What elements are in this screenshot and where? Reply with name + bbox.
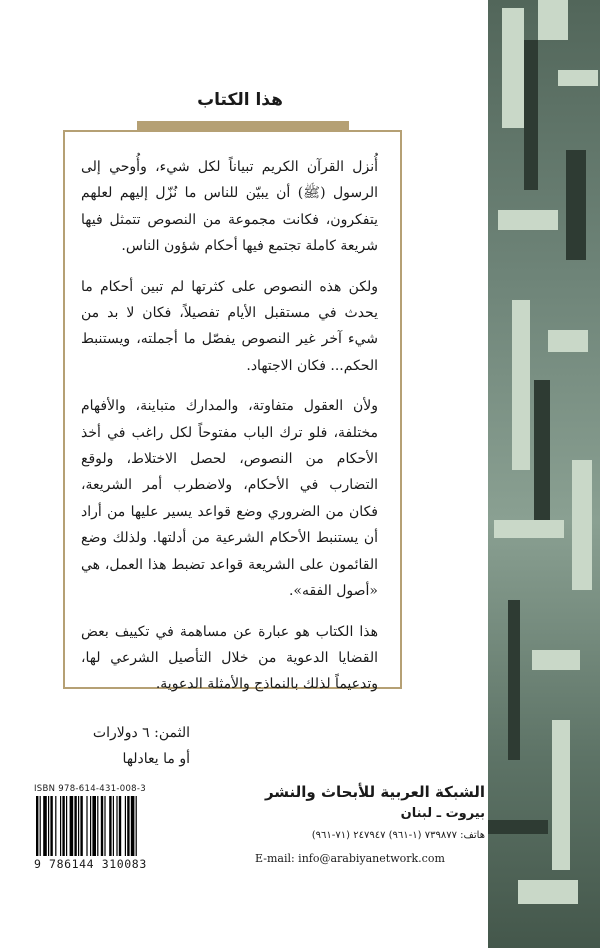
description-paragraph: هذا الكتاب هو عبارة عن مساهمة في تكييف بعض القضايا الدعوية من خلال التأصيل الشرعي لها، وتدعيماً لذلك بالنماذج والأمثلة الدعوية.	[81, 623, 378, 693]
title-underline-bar	[137, 121, 349, 130]
barcode-bar	[80, 796, 82, 856]
barcode-bar	[74, 796, 76, 856]
barcode-bar	[48, 796, 49, 856]
description-box	[63, 130, 402, 693]
barcode-bar	[60, 796, 61, 856]
publisher-phone: هاتف: ٧٣٩٨٧٧ (١-٩٦١) ٢٤٧٩٤٧ (٧١-٩٦١)	[311, 830, 485, 841]
barcode-bar	[116, 796, 117, 856]
barcode-bar	[50, 796, 52, 856]
section-title: هذا الكتاب	[197, 90, 283, 110]
barcode-bar	[113, 796, 114, 856]
description-paragraph: أُنزل القرآن الكريم تبياناً لكل شيء، وأُوحي إلى الرسول (ﷺ) أن يبيّن للناس ما نُزّل إليهم لعلهم يتفكرون، فكانت مجموعة من النصوص تتمثل فيها شريعة كاملة تجتمع فيها أحكام شؤون الناس.	[81, 159, 378, 255]
barcode-bar	[70, 796, 74, 856]
barcode-bar	[43, 796, 47, 856]
barcode-bar	[62, 796, 64, 856]
barcode-bar	[40, 796, 41, 856]
isbn-label: ISBN 978-614-431-008-3	[34, 784, 146, 794]
barcode-bar	[66, 796, 67, 856]
spine-artwork	[488, 0, 600, 948]
barcode-bar	[119, 796, 121, 856]
price-line: الثمن: ٦ دولارات	[92, 725, 190, 741]
price-block	[40, 720, 190, 772]
barcode-bar	[125, 796, 126, 856]
barcode-bar	[55, 796, 56, 856]
barcode-bar	[90, 796, 91, 856]
barcode-bar	[78, 796, 79, 856]
publisher-city: بيروت ـ لبنان	[400, 806, 485, 821]
description-paragraph: ولأن العقول متفاوتة، والمدارك متباينة، والأفهام مختلفة، فلو ترك الباب مفتوحاً لكل راغب في أخذ الأحكام من النصوص، لحصل الاختلاط، ولوقع التضارب في الأحكام، ولاضطرب أمر الشريعة، فكان من الضروري وضع قواعد يسير عليها من أراد أن يستنبط الأحكام الشرعية من أدلتها. ولذلك وضع القائمون على الشريعة قواعد تضبط هذا العمل، هي «أصول الفقه».	[81, 398, 378, 600]
publisher-name: الشبكة العربية للأبحاث والنشر	[264, 783, 485, 801]
description-paragraph: ولكن هذه النصوص على كثرتها لم تبين أحكام ما يحدث في مستقبل الأيام تفصيلاً، فكان لا بد من شيء آخر غير النصوص يفصّل ما أجملته، ويستنبط الحكم... فكان الاجتهاد.	[81, 278, 378, 374]
barcode-bar	[97, 796, 98, 856]
barcode-bar	[131, 796, 135, 856]
barcode-digits: 9 786144 310083	[34, 857, 147, 871]
barcode-bar	[86, 796, 87, 856]
barcode-bar	[127, 796, 129, 856]
barcode-bar	[36, 796, 38, 856]
publisher-email: E-mail: info@arabiyanetwork.com	[255, 852, 445, 865]
barcode-bar	[101, 796, 103, 856]
barcode-image	[34, 796, 194, 856]
barcode-bar	[104, 796, 105, 856]
barcode-bar	[136, 796, 137, 856]
price-equivalent-line: أو ما يعادلها	[122, 751, 190, 767]
barcode-bar	[109, 796, 111, 856]
barcode-bar	[92, 796, 96, 856]
